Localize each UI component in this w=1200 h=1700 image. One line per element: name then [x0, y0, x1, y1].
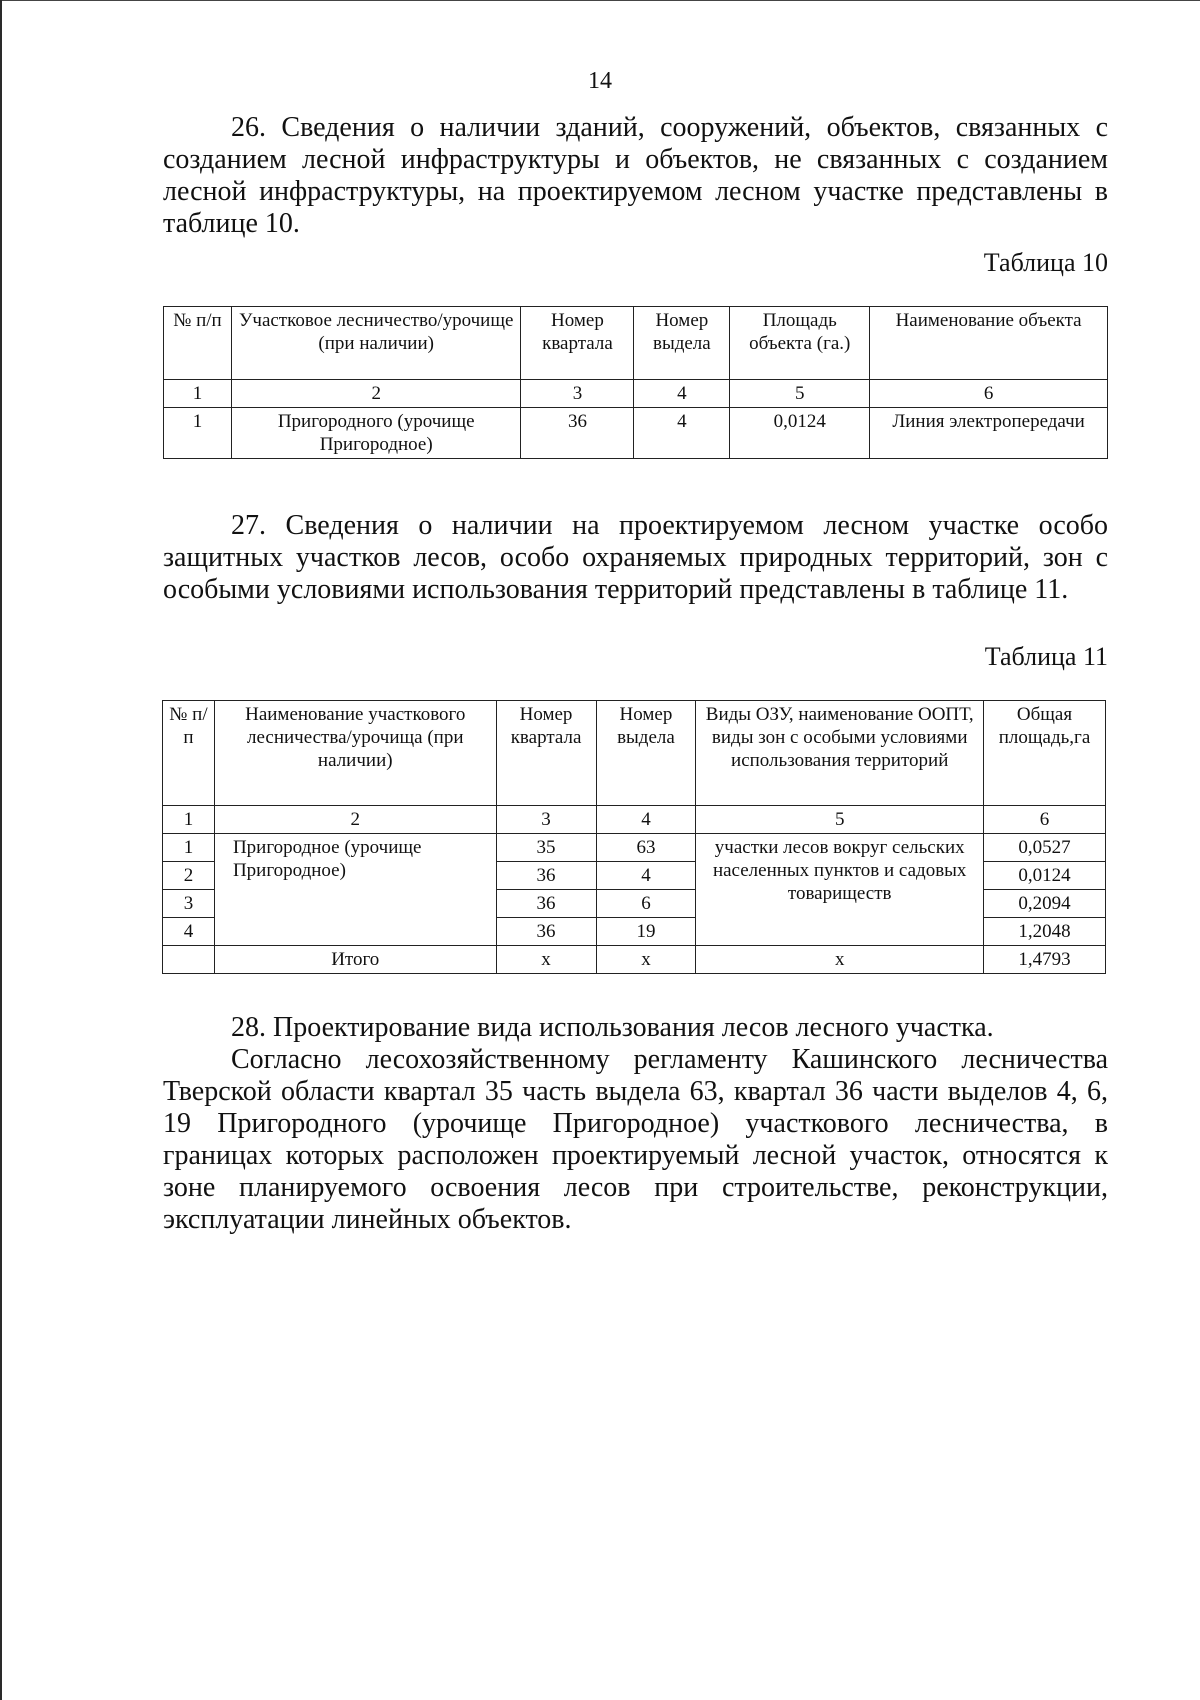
header-cell: Номер выдела: [596, 701, 696, 806]
column-number-cell: 2: [231, 380, 521, 408]
table-cell: х: [596, 946, 696, 974]
header-cell: Участковое лесничество/урочище (при наличии): [231, 307, 521, 380]
scan-left-edge: [0, 0, 2, 1700]
table-10-number-row: [164, 380, 1108, 408]
table-cell: 2: [163, 862, 215, 890]
column-number-cell: 6: [984, 806, 1106, 834]
table-cell: Пригородного (урочище Пригородное): [231, 408, 521, 459]
table-11-header-row: [163, 701, 1106, 806]
table-cell: 0,2094: [984, 890, 1106, 918]
header-cell: № п/п: [164, 307, 232, 380]
column-number-cell: 5: [696, 806, 984, 834]
table-cell: [163, 946, 215, 974]
header-cell: № п/п: [163, 701, 215, 806]
table-cell: 0,0124: [984, 862, 1106, 890]
table-cell: Линия электропередачи: [870, 408, 1108, 459]
table-cell: 36: [521, 408, 634, 459]
header-cell: Наименование объекта: [870, 307, 1108, 380]
table-cell: 6: [596, 890, 696, 918]
table-row: [163, 834, 1106, 862]
header-cell: Площадь объекта (га.): [730, 307, 870, 380]
table-10: [163, 306, 1108, 459]
table-11: [162, 700, 1106, 974]
table-11-caption: Таблица 11: [984, 642, 1108, 671]
section-26-paragraph: 26. Сведения о наличии зданий, сооружений, объектов, связанных с созданием лесной инфраструктуры и объектов, не связанных с созданием лесной инфраструктуры, на проектируемом лесном участке представлены в таблице 10.: [163, 112, 1108, 239]
table-cell: 1: [164, 408, 232, 459]
total-area-cell: 1,4793: [984, 946, 1106, 974]
table-cell: 0,0527: [984, 834, 1106, 862]
column-number-cell: 3: [521, 380, 634, 408]
header-cell: Номер выдела: [634, 307, 730, 380]
table-cell: 63: [596, 834, 696, 862]
column-number-cell: 2: [214, 806, 496, 834]
column-number-cell: 4: [634, 380, 730, 408]
header-cell: Общая площадь,га: [984, 701, 1106, 806]
scan-top-edge: [0, 0, 1200, 1]
page-number: 14: [588, 68, 612, 94]
table-cell: 1,2048: [984, 918, 1106, 946]
table-cell: 4: [163, 918, 215, 946]
table-cell: 1: [163, 834, 215, 862]
column-number-cell: 1: [163, 806, 215, 834]
table-cell: 36: [496, 918, 596, 946]
header-cell: Номер квартала: [496, 701, 596, 806]
section-28-heading: 28. Проектирование вида использования лесов лесного участка.: [231, 1012, 994, 1043]
header-cell: Виды ОЗУ, наименование ООПТ, виды зон с особыми условиями использования территорий: [696, 701, 984, 806]
table-cell: 4: [634, 408, 730, 459]
table-cell: 3: [163, 890, 215, 918]
table-total-row: [163, 946, 1106, 974]
table-11-number-row: [163, 806, 1106, 834]
table-cell: 36: [496, 890, 596, 918]
column-number-cell: 1: [164, 380, 232, 408]
section-27-paragraph: 27. Сведения о наличии на проектируемом лесном участке особо защитных участков лесов, особо охраняемых природных территорий, зон с особыми условиями использования территорий представлены в таблице 11.: [163, 510, 1108, 605]
header-cell: Номер квартала: [521, 307, 634, 380]
total-label-cell: Итого: [214, 946, 496, 974]
table-cell: 0,0124: [730, 408, 870, 459]
column-number-cell: 4: [596, 806, 696, 834]
table-cell: х: [696, 946, 984, 974]
table-cell: 19: [596, 918, 696, 946]
table-cell: 4: [596, 862, 696, 890]
column-number-cell: 5: [730, 380, 870, 408]
section-28-paragraph: Согласно лесохозяйственному регламенту Кашинского лесничества Тверской области квартал 35 часть выдела 63, квартал 36 части выделов 4, 6, 19 Пригородного (урочище Пригородное) участкового лесничества, в границах которых расположен проектируемый лесной участок, относятся к зоне планируемого освоения лесов при строительстве, реконструкции, эксплуатации линейных объектов.: [163, 1044, 1108, 1235]
table-cell: 35: [496, 834, 596, 862]
column-number-cell: 6: [870, 380, 1108, 408]
header-cell: Наименование участкового лесничества/урочища (при наличии): [214, 701, 496, 806]
table-cell: х: [496, 946, 596, 974]
zone-type-cell: участки лесов вокруг сельских населенных пунктов и садовых товариществ: [696, 834, 984, 946]
table-cell: 36: [496, 862, 596, 890]
table-row: [164, 408, 1108, 459]
table-10-caption: Таблица 10: [983, 248, 1108, 277]
table-10-header-row: [164, 307, 1108, 380]
column-number-cell: 3: [496, 806, 596, 834]
forestry-cell: Пригородное (урочище Пригородное): [214, 834, 496, 946]
